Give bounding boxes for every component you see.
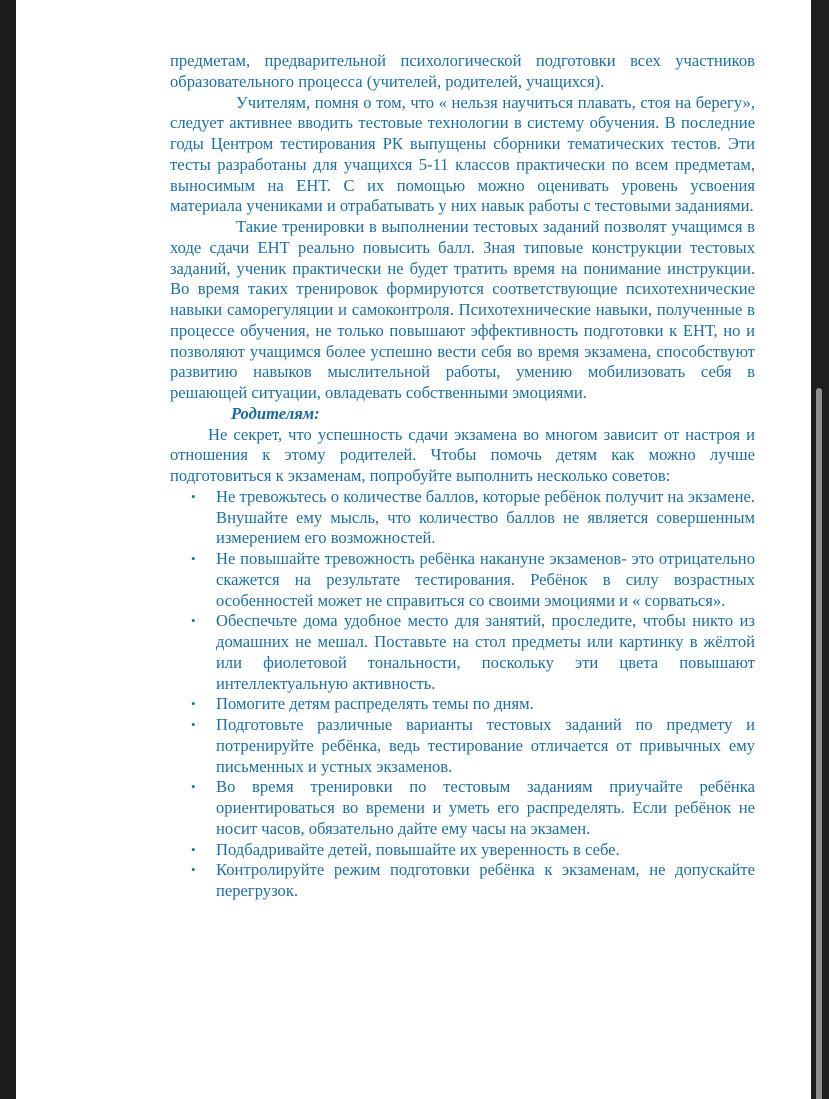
bullet-icon: • [191, 613, 196, 629]
section-heading-parents: Родителям: [231, 403, 320, 423]
document-page [16, 0, 811, 1099]
paragraph-parents-intro: Не секрет, что успешность сдачи экзамена во многом зависит от настроя и отношения к этому родителей. Чтобы помочь детям как можно лучше подготовиться к экзаменам, попробуйте выполнить несколько советов: [170, 424, 755, 485]
paragraph-training: Такие тренировки в выполнении тестовых заданий позволят учащимся в ходе сдачи ЕНТ реально повысить балл. Зная типовые конструкции тестовых заданий, ученик практически не будет тратить время на понимание инструкции. Во время таких тренировок формируются соответствующие психотехнические навыки саморегуляции и самоконтроля. Психотехнические навыки, полученные в процессе обучения, не только повышают эффективность подготовки к ЕНТ, но и позволяют учащимся более успешно вести себя во время экзамена, способствуют развитию навыков мыслительной работы, умению мобилизовать себя в решающей ситуации, овладевать собственными эмоциями. [170, 217, 755, 402]
list-item-text: Подготовьте различные варианты тестовых заданий по предмету и потренируйте ребёнка, ведь тестирование отличается от привычных ему письменных и устных экзаменов. [216, 715, 755, 776]
list-item-text: Не повышайте тревожность ребёнка накануне экзаменов- это отрицательно скажется на результате тестирования. Ребёнок в силу возрастных особенностей может не справиться со своими эмоциями и « сорваться». [216, 549, 755, 610]
list-item [170, 840, 755, 861]
list-item-text: Во время тренировки по тестовым заданиям приучайте ребёнка ориентироваться во времени и уметь его распределять. Если ребёнок не носит часов, обязательно дайте ему часы на экзамен. [216, 777, 755, 838]
bullet-icon: • [191, 488, 196, 504]
list-item [170, 611, 755, 694]
paragraph-continuation: предметам, предварительной психологической подготовки всех участников образовательного процесса (учителей, родителей, учащихся). [170, 51, 755, 91]
tips-list [170, 487, 755, 902]
list-item-text: Не тревожьтесь о количестве баллов, которые ребёнок получит на экзамене. Внушайте ему мысль, что количество баллов не является совершенным измерением его возможностей. [216, 486, 755, 548]
list-item [170, 694, 755, 715]
bullet-icon: • [191, 717, 196, 732]
scrollbar-thumb[interactable] [816, 388, 822, 1099]
list-item-text: Обеспечьте дома удобное место для занятий, проследите, чтобы никто из домашних не мешал. Поставьте на стол предметы или картинку в жёлтой или фиолетовой тональности, поскольку эти цвета повышают интеллектуальную активность. [216, 611, 755, 693]
paragraph-teachers: Учителям, помня о том, что « нельзя научиться плавать, стоя на берегу», следует активнее вводить тестовые технологии в систему обучения. В последние годы Центром тестирования РК выпущены сборники тематических тестов. Эти тесты разработаны для учащихся 5-11 классов практически по всем предметам, выносимым на ЕНТ. С их помощью можно оценивать уровень усвоения материала учениками и отрабатывать у них навык работы с тестовыми заданиями. [170, 92, 755, 216]
list-item [170, 549, 755, 611]
bullet-icon: • [191, 841, 196, 857]
document-content [170, 51, 755, 902]
bullet-icon: • [191, 551, 196, 566]
bullet-icon: • [191, 696, 196, 712]
list-item [170, 860, 755, 902]
list-item [170, 777, 755, 839]
list-item-text: Подбадривайте детей, повышайте их уверенность в себе. [216, 839, 620, 859]
vertical-scrollbar[interactable] [811, 0, 829, 1099]
list-item [170, 715, 755, 777]
bullet-icon: • [191, 862, 196, 878]
list-item [170, 487, 755, 549]
bullet-icon: • [191, 779, 196, 795]
list-item-text: Контролируйте режим подготовки ребёнка к экзаменам, не допускайте перегрузок. [216, 860, 755, 900]
list-item-text: Помогите детям распределять темы по дням. [216, 694, 534, 714]
